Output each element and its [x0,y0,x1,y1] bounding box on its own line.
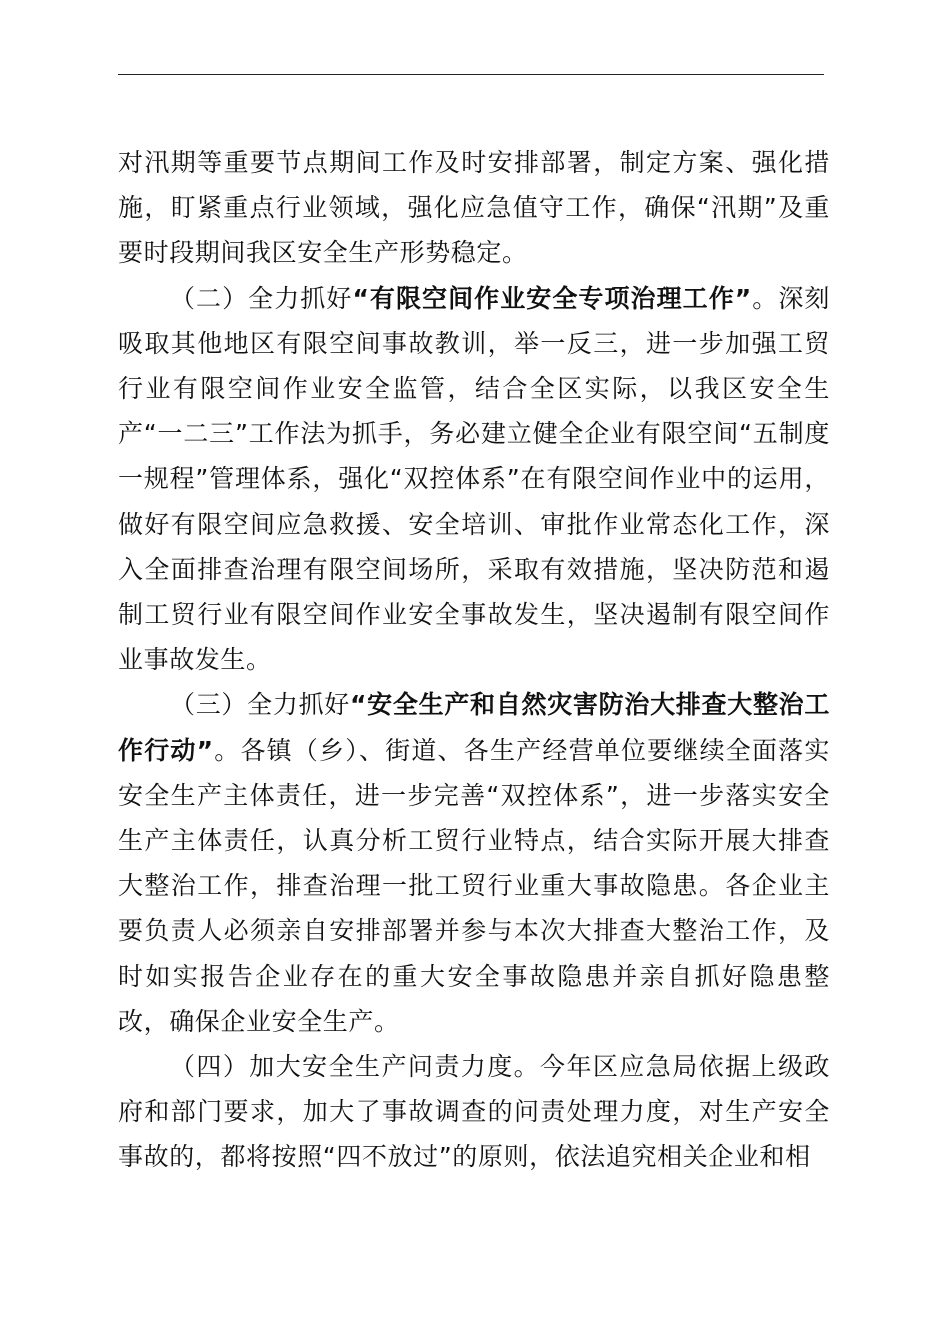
paragraph-2 [118,276,830,683]
document-body [118,140,830,1180]
paragraph-3-lead-bold: “安全生产和自然灾害防治大排查大整治工作行动” [118,690,830,765]
paragraph-1 [118,140,830,276]
paragraph-2-text: 。深刻吸取其他地区有限空间事故教训，举一反三，进一步加强工贸行业有限空间作业安全监管，结合全区实际，以我区安全生产“一二三”工作法为抓手，务必建立健全企业有限空间“五制度一规程”管理体系，强化“双控体系”在有限空间作业中的运用，做好有限空间应急救援、安全培训、审批作业常态化工作，深入全面排查治理有限空间场所，采取有效措施，坚决防范和遏制工贸行业有限空间作业安全事故发生，坚决遏制有限空间作业事故发生。 [118,283,830,675]
header-rule [118,74,824,75]
paragraph-3-text: 。各镇（乡）、街道、各生产经营单位要继续全面落实安全生产主体责任，进一步完善“双控体系”，进一步落实安全生产主体责任，认真分析工贸行业特点，结合实际开展大排查大整治工作，排查治理一批工贸行业重大事故隐患。各企业主要负责人必须亲自安排部署并参与本次大排查大整治工作，及时如实报告企业存在的重大安全事故隐患并亲自抓好隐患整改，确保企业安全生产。 [118,735,830,1036]
paragraph-3-lead: （三）全力抓好 [170,690,351,720]
paragraph-2-lead: （二）全力抓好 [170,283,353,313]
paragraph-4 [118,1044,830,1180]
paragraph-4-text: （四）加大安全生产问责力度。今年区应急局依据上级政府和部门要求，加大了事故调查的问责处理力度，对生产安全事故的，都将按照“四不放过”的原则，依法追究相关企业和相 [118,1052,830,1172]
paragraph-3 [118,682,830,1044]
paragraph-1-text: 对汛期等重要节点期间工作及时安排部署，制定方案、强化措施，盯紧重点行业领域，强化应急值守工作，确保“汛期”及重要时段期间我区安全生产形势稳定。 [118,148,830,268]
paragraph-2-lead-bold: “有限空间作业安全专项治理工作” [352,283,752,313]
